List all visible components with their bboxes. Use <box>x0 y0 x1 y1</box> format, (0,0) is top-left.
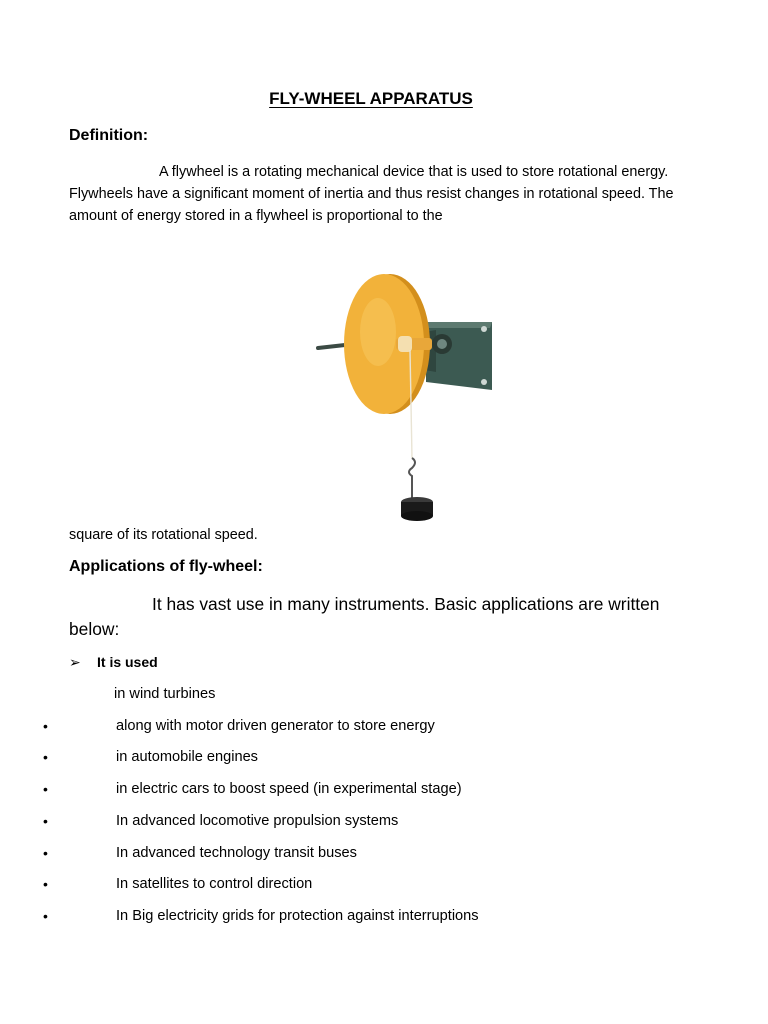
dot-bullet-icon: • <box>43 718 48 734</box>
definition-continuation: square of its rotational speed. <box>69 527 258 543</box>
dot-bullet-icon: • <box>43 845 48 861</box>
list-item-text: in automobile engines <box>116 749 258 765</box>
dot-bullet-icon: • <box>43 813 48 829</box>
list-item-text: In Big electricity grids for protection against interruptions <box>116 908 479 924</box>
applications-intro-text: It has vast use in many instruments. Basic applications are written below: <box>69 594 660 639</box>
arrow-bullet-icon: ➢ <box>69 654 81 670</box>
list-item <box>0 845 740 865</box>
list-item <box>0 876 740 896</box>
lead-text: It is used <box>97 654 158 670</box>
list-item <box>0 781 740 801</box>
definition-text: A flywheel is a rotating mechanical device that is used to store rotational energy. Flywheels have a significant moment of inertia and thus resist changes in rotational speed. The amount of energy stored in a flywheel is proportional to the <box>69 164 674 224</box>
list-item <box>0 908 740 928</box>
dot-bullet-icon: • <box>43 749 48 765</box>
list-item <box>0 718 740 738</box>
dot-bullet-icon: • <box>43 908 48 924</box>
list-item-text: In advanced locomotive propulsion systems <box>116 813 399 829</box>
dot-bullet-icon: • <box>43 781 48 797</box>
list-item <box>0 749 740 769</box>
definition-paragraph <box>69 161 699 227</box>
list-item-text: In satellites to control direction <box>116 876 313 892</box>
list-item-text: along with motor driven generator to store energy <box>116 718 435 734</box>
list-item <box>0 686 740 706</box>
definition-heading: Definition: <box>69 127 149 144</box>
list-item-text: In advanced technology transit buses <box>116 845 357 861</box>
lead-row <box>69 654 158 671</box>
applications-intro <box>69 592 709 642</box>
document-title: FLY-WHEEL APPARATUS <box>269 89 473 108</box>
list-item-text: in wind turbines <box>114 686 216 702</box>
list-item <box>0 813 740 833</box>
dot-bullet-icon: • <box>43 876 48 892</box>
list-item-text: in electric cars to boost speed (in experimental stage) <box>116 781 462 797</box>
applications-heading: Applications of fly-wheel: <box>69 558 263 575</box>
flywheel-apparatus-image <box>314 272 499 522</box>
